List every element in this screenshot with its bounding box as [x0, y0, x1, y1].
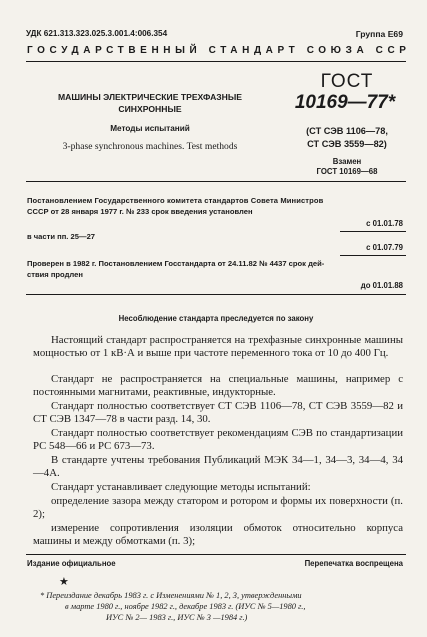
official-edition: Издание официальное	[27, 559, 116, 568]
paragraph-gap-method: определение зазора между статором и ротором и формы их поверхности (п. 2);	[33, 495, 403, 521]
edition-note-line1: * Переиздание декабрь 1983 г. с Изменениями № 1, 2, 3, утвержденными	[40, 591, 302, 600]
footer-rule	[26, 554, 406, 555]
decree-line1: Постановлением Государственного комитета стандартов Совета Министров	[27, 196, 324, 205]
decree-line2: СССР от 28 января 1977 г. № 233 срок введения установлен	[27, 207, 253, 216]
st-sev-line1: (СТ СЭВ 1106—78,	[306, 126, 388, 136]
paragraph-recommendations: Стандарт полностью соответствует рекомендациям СЭВ по стандартизации РС 548—66 и РС 673—73.	[33, 427, 403, 453]
paragraph-exclusions: Стандарт не распространяется на специальные машины, например с постоянными магнитами, реактивные, индукторные.	[33, 373, 403, 399]
paragraph-scope: Настоящий стандарт распространяется на трехфазные синхронные машины мощностью от 1 кВ·А и выше при частоте переменного тока от 10 до 400 Гц.	[33, 334, 403, 360]
edition-note-line3: ИУС № 2— 1983 г., ИУС № 3 —1984 г.)	[106, 613, 248, 622]
decree-rule	[26, 294, 406, 295]
title-rule	[26, 181, 406, 182]
paragraph-iec: В стандарте учтены требования Публикаций МЭК 34—1, 34—3, 34—4, 34—4А.	[33, 454, 403, 480]
st-sev-line2: СТ СЭВ 3559—82)	[307, 139, 387, 149]
replaced-value: ГОСТ 10169—68	[316, 167, 378, 176]
title-en: 3-phase synchronous machines. Test methods	[62, 141, 238, 152]
decree-date3: до 01.01.88	[360, 281, 403, 290]
udk-code: УДК 621.313.323.025.3.001.4:006.354	[26, 29, 168, 38]
decree-parts-label: в части пп. 25—27	[27, 232, 96, 241]
gost-label: ГОСТ	[320, 71, 374, 92]
check-line1: Проверен в 1982 г. Постановлением Госстандарта от 24.11.82 № 4437 срок дей-	[27, 259, 325, 268]
reprint-prohibited: Перепечатка воспрещена	[304, 559, 403, 568]
decree-date2: с 01.07.79	[366, 243, 403, 252]
edition-note-line2: в марте 1980 г., ноябре 1982 г., декабре 1983 г. (ИУС № 5—1980 г.,	[65, 602, 306, 611]
replaced-label: Взамен	[332, 157, 362, 166]
state-standard-heading: ГОСУДАРСТВЕННЫЙ СТАНДАРТ СОЮЗА ССР	[27, 45, 411, 56]
decree-date1: с 01.01.78	[366, 219, 403, 228]
gost-number: 10169—77*	[294, 92, 396, 113]
date2-rule	[340, 255, 406, 256]
title-methods: Методы испытаний	[110, 124, 190, 133]
check-line2: ствия продлен	[27, 270, 83, 279]
paragraph-insulation-method: измерение сопротивления изоляции обмоток относительно корпуса машины и между обмотками (п. 3);	[33, 522, 403, 548]
date1-rule	[340, 231, 406, 232]
group-code: Группа Е69	[355, 29, 403, 39]
star-icon: ★	[59, 576, 69, 588]
header-rule	[26, 61, 406, 62]
title-ru-line1: МАШИНЫ ЭЛЕКТРИЧЕСКИЕ ТРЕХФАЗНЫЕ	[57, 92, 243, 102]
paragraph-methods-intro: Стандарт устанавливает следующие методы испытаний:	[51, 481, 311, 493]
paragraph-st-sev: Стандарт полностью соответствует СТ СЭВ 1106—78, СТ СЭВ 3559—82 и СТ СЭВ 1347—78 в части разд. 14, 30.	[33, 400, 403, 426]
law-warning: Несоблюдение стандарта преследуется по закону	[118, 314, 314, 323]
title-ru-line2: СИНХРОННЫЕ	[118, 104, 182, 114]
